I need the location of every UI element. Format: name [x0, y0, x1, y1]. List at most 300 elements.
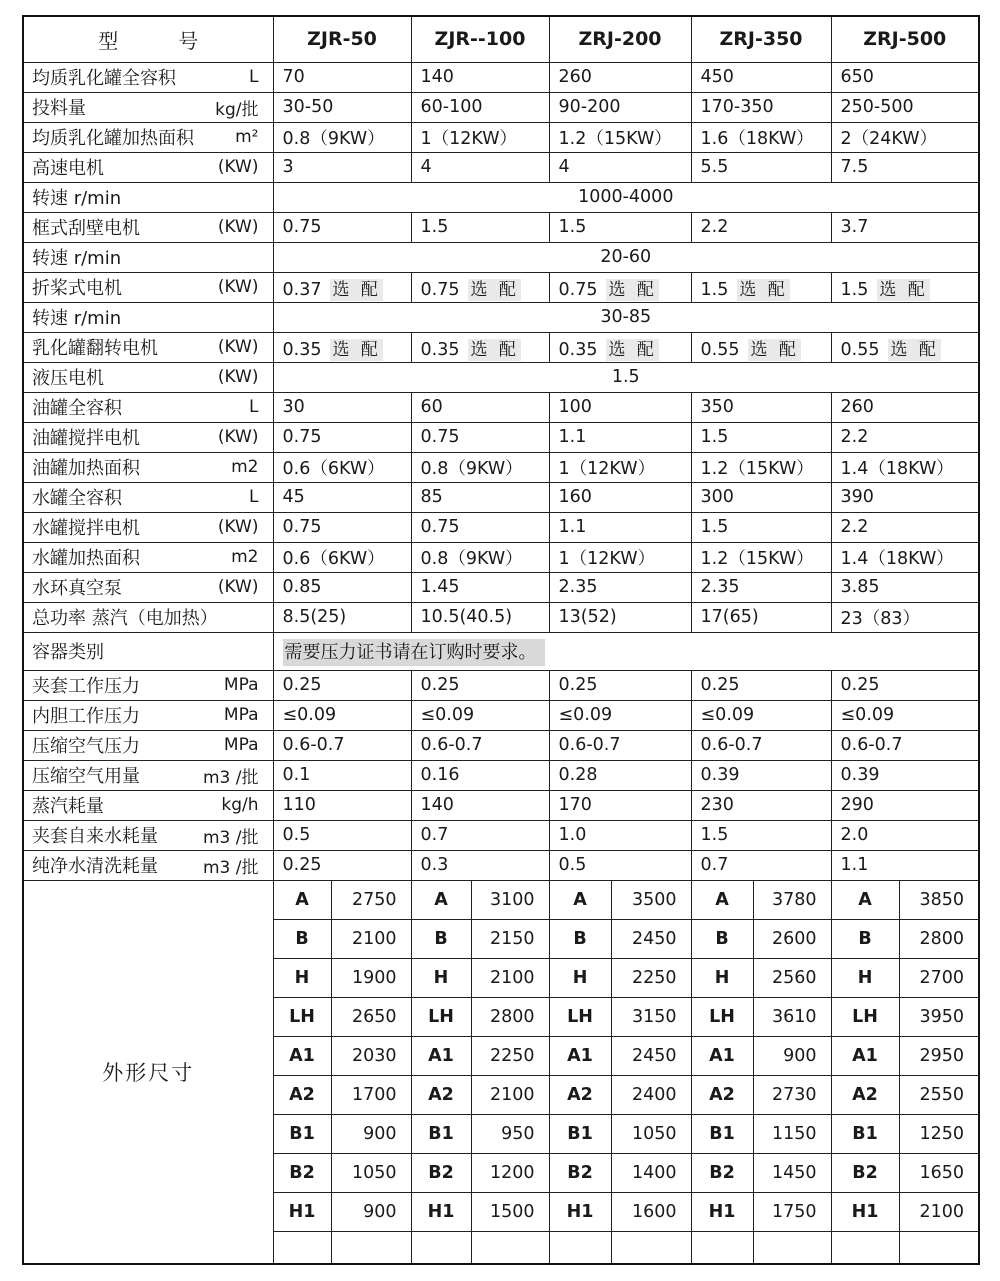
- empty-value-cell: [331, 1231, 411, 1264]
- row-label-wrap: [32, 124, 267, 150]
- spec-row: [23, 452, 979, 482]
- value-cell: [691, 332, 831, 362]
- value-cell: [831, 122, 979, 152]
- row-unit: m3 /批: [202, 827, 259, 848]
- cell-value: 0.75: [282, 427, 322, 447]
- cell-value: 1.6（18KW）: [700, 128, 814, 149]
- cell-value: 1（12KW）: [558, 548, 656, 569]
- dim-key-cell: B2: [691, 1153, 753, 1192]
- value-cell: [273, 850, 411, 880]
- cell-value: 0.39: [840, 765, 880, 785]
- dim-key-cell: B2: [411, 1153, 471, 1192]
- cell-value: 170: [558, 795, 592, 815]
- row-label-wrap: [32, 274, 267, 300]
- value-cell: [411, 790, 549, 820]
- cell-value: 3: [282, 157, 294, 177]
- dim-key-cell: H: [691, 958, 753, 997]
- spec-row: [23, 242, 979, 272]
- row-label: 水罐全容积: [32, 488, 122, 509]
- value-cell: [549, 152, 691, 182]
- row-label-wrap: [32, 154, 267, 180]
- row-unit: (KW): [217, 577, 259, 597]
- cell-value: 0.16: [420, 765, 460, 785]
- cell-value: 8.5(25): [282, 607, 347, 627]
- dim-value-cell: 2100: [471, 958, 549, 997]
- cell-value: 1.4（18KW）: [840, 458, 954, 479]
- value-cell: [273, 62, 411, 92]
- value-cell: [273, 422, 411, 452]
- header-row: [23, 16, 979, 62]
- value-cell: [273, 482, 411, 512]
- spec-row: [23, 332, 979, 362]
- row-label-wrap: [32, 424, 267, 450]
- spec-row: [23, 572, 979, 602]
- cell-value: 4: [420, 157, 432, 177]
- row-label-wrap: [32, 702, 267, 728]
- dim-value-cell: 3500: [611, 880, 691, 919]
- row-label-cell: [23, 302, 273, 332]
- value-cell: [549, 542, 691, 572]
- row-unit: (KW): [217, 427, 259, 447]
- row-label-cell: [23, 850, 273, 880]
- cell-value: 17(65): [700, 607, 759, 627]
- cell-value: 160: [558, 487, 592, 507]
- value-cell: [831, 760, 979, 790]
- row-label-wrap: [32, 604, 267, 630]
- row-label: 折桨式电机: [32, 278, 122, 299]
- dim-value-cell: 950: [471, 1114, 549, 1153]
- value-cell: [411, 760, 549, 790]
- dim-value-cell: 2100: [471, 1075, 549, 1114]
- dim-value-cell: 1600: [611, 1192, 691, 1231]
- row-unit: (KW): [217, 517, 259, 537]
- empty-key-cell: [831, 1231, 899, 1264]
- cell-value: 0.85: [282, 577, 322, 597]
- row-label-wrap: [32, 638, 267, 664]
- value-cell: [691, 452, 831, 482]
- empty-key-cell: [549, 1231, 611, 1264]
- dim-value-cell: 2100: [331, 919, 411, 958]
- value-cell: [691, 670, 831, 700]
- spec-table-head: [23, 16, 979, 62]
- row-unit: (KW): [217, 337, 259, 357]
- value-cell: [549, 602, 691, 632]
- dim-value-cell: 1900: [331, 958, 411, 997]
- optional-badge: 选 配: [332, 279, 381, 300]
- cell-value: 260: [840, 397, 874, 417]
- merged-value: 20-60: [600, 247, 652, 267]
- row-label-wrap: [32, 304, 267, 330]
- row-label-wrap: [32, 484, 267, 510]
- optional-badge: 选 配: [750, 339, 799, 360]
- dim-value-cell: 2030: [331, 1036, 411, 1075]
- dim-key-cell: LH: [411, 997, 471, 1036]
- row-label-cell: [23, 602, 273, 632]
- spec-row: [23, 700, 979, 730]
- value-cell: [831, 670, 979, 700]
- spec-row: [23, 92, 979, 122]
- dim-key-cell: H1: [273, 1192, 331, 1231]
- value-cell: [411, 850, 549, 880]
- cell-value: 390: [840, 487, 874, 507]
- value-cell: [831, 700, 979, 730]
- row-label: 蒸汽耗量: [32, 796, 104, 817]
- cell-value: 90-200: [558, 97, 621, 117]
- dim-value-cell: 2400: [611, 1075, 691, 1114]
- cell-value: 0.6-0.7: [282, 735, 345, 755]
- value-cell: [273, 452, 411, 482]
- row-unit: m3 /批: [202, 767, 259, 788]
- cell-value: 290: [840, 795, 874, 815]
- cell-value: 0.6-0.7: [700, 735, 763, 755]
- value-cell: [549, 670, 691, 700]
- optional-badge: 选 配: [879, 279, 928, 300]
- cell-value: 0.25: [282, 675, 322, 695]
- dimension-rows: [23, 880, 979, 1264]
- dim-key-cell: B2: [831, 1153, 899, 1192]
- row-label-cell: [23, 730, 273, 760]
- optional-badge: 选 配: [470, 339, 519, 360]
- row-label-cell: [23, 392, 273, 422]
- dim-value-cell: 2600: [753, 919, 831, 958]
- cell-value: 250-500: [840, 97, 914, 117]
- row-unit: L: [249, 487, 259, 507]
- cell-value: 0.28: [558, 765, 598, 785]
- dim-value-cell: 3100: [471, 880, 549, 919]
- spec-row: [23, 122, 979, 152]
- row-label-wrap: [32, 544, 267, 570]
- cell-value: 0.8（9KW）: [420, 458, 523, 479]
- cell-value: 13(52): [558, 607, 617, 627]
- cell-value: 350: [700, 397, 734, 417]
- row-label-wrap: [32, 184, 267, 210]
- row-label-cell: [23, 242, 273, 272]
- dim-key-cell: A1: [411, 1036, 471, 1075]
- row-unit: (KW): [217, 217, 259, 237]
- row-label: 转速 r/min: [32, 188, 122, 209]
- dim-value-cell: 2250: [611, 958, 691, 997]
- spec-row: [23, 182, 979, 212]
- value-cell: [411, 820, 549, 850]
- row-label-cell: [23, 272, 273, 302]
- row-label: 均质乳化罐加热面积: [32, 128, 194, 149]
- cell-value: 140: [420, 795, 454, 815]
- dim-key-cell: A1: [273, 1036, 331, 1075]
- row-label-cell: [23, 790, 273, 820]
- cell-value: 0.35: [282, 339, 322, 360]
- cell-value: 0.35: [420, 339, 460, 360]
- row-unit: kg/h: [221, 795, 259, 815]
- cell-value: 1.1: [840, 855, 869, 875]
- cell-value: 2.2: [700, 217, 729, 237]
- row-label-wrap: [32, 64, 267, 90]
- row-label-cell: [23, 332, 273, 362]
- spec-row: [23, 632, 979, 670]
- value-cell: [549, 572, 691, 602]
- cell-value: 0.6-0.7: [420, 735, 483, 755]
- cell-value: 60: [420, 397, 443, 417]
- dim-value-cell: 2150: [471, 919, 549, 958]
- merged-value: 需要压力证书请在订购时要求。: [283, 639, 545, 666]
- row-label-cell: [23, 62, 273, 92]
- row-label: 油罐全容积: [32, 398, 122, 419]
- cell-value: ≤0.09: [840, 705, 895, 725]
- cell-value: 1.4（18KW）: [840, 548, 954, 569]
- value-cell: [691, 122, 831, 152]
- value-cell: [831, 572, 979, 602]
- spec-row: [23, 482, 979, 512]
- value-cell: [273, 572, 411, 602]
- value-cell: [691, 92, 831, 122]
- cell-value: 0.75: [420, 279, 460, 300]
- dim-value-cell: 2700: [899, 958, 979, 997]
- spec-row: [23, 362, 979, 392]
- model-header-4: ZRJ-350: [691, 16, 831, 62]
- dim-value-cell: 3780: [753, 880, 831, 919]
- dim-key-cell: H: [411, 958, 471, 997]
- dim-key-cell: B: [411, 919, 471, 958]
- value-cell: [549, 332, 691, 362]
- merged-value: 1.5: [611, 367, 640, 387]
- dim-key-cell: A2: [831, 1075, 899, 1114]
- cell-value: 1.5: [558, 217, 587, 237]
- dim-value-cell: 1050: [611, 1114, 691, 1153]
- cell-value: 2.2: [840, 427, 869, 447]
- value-cell: [831, 790, 979, 820]
- dim-value-cell: 1250: [899, 1114, 979, 1153]
- cell-value: 0.5: [282, 825, 311, 845]
- spec-row: [23, 422, 979, 452]
- value-cell: [831, 850, 979, 880]
- merged-value-cell: [273, 362, 979, 392]
- row-label-cell: [23, 760, 273, 790]
- dim-key-cell: A2: [411, 1075, 471, 1114]
- empty-value-cell: [471, 1231, 549, 1264]
- dim-value-cell: 1150: [753, 1114, 831, 1153]
- value-cell: [831, 730, 979, 760]
- row-label-cell: [23, 632, 273, 670]
- spec-row: [23, 542, 979, 572]
- dim-value-cell: 1200: [471, 1153, 549, 1192]
- value-cell: [273, 760, 411, 790]
- spec-row: [23, 62, 979, 92]
- value-cell: [549, 92, 691, 122]
- dim-value-cell: 2950: [899, 1036, 979, 1075]
- value-cell: [273, 512, 411, 542]
- value-cell: [411, 392, 549, 422]
- row-label: 高速电机: [32, 158, 104, 179]
- value-cell: [411, 332, 549, 362]
- row-unit: (KW): [217, 277, 259, 297]
- value-cell: [549, 392, 691, 422]
- value-cell: [273, 272, 411, 302]
- value-cell: [549, 730, 691, 760]
- row-label-wrap: [32, 574, 267, 600]
- cell-value: 0.39: [700, 765, 740, 785]
- cell-value: 0.25: [282, 855, 322, 875]
- cell-value: 1.5: [700, 427, 729, 447]
- value-cell: [831, 152, 979, 182]
- dim-value-cell: 2650: [331, 997, 411, 1036]
- row-label-wrap: [32, 394, 267, 420]
- cell-value: 2.0: [840, 825, 869, 845]
- value-cell: [691, 542, 831, 572]
- value-cell: [691, 850, 831, 880]
- dim-key-cell: A: [691, 880, 753, 919]
- dim-key-cell: LH: [691, 997, 753, 1036]
- value-cell: [831, 542, 979, 572]
- cell-value: 1.45: [420, 577, 460, 597]
- dim-value-cell: 900: [331, 1192, 411, 1231]
- row-unit: (KW): [217, 367, 259, 387]
- dim-value-cell: 3850: [899, 880, 979, 919]
- cell-value: 1（12KW）: [420, 128, 518, 149]
- value-cell: [691, 790, 831, 820]
- dim-key-cell: B1: [411, 1114, 471, 1153]
- value-cell: [549, 700, 691, 730]
- value-cell: [831, 272, 979, 302]
- dim-key-cell: B: [273, 919, 331, 958]
- cell-value: 7.5: [840, 157, 869, 177]
- cell-value: 0.75: [282, 217, 322, 237]
- value-cell: [831, 512, 979, 542]
- dim-value-cell: 2250: [471, 1036, 549, 1075]
- value-cell: [549, 452, 691, 482]
- cell-value: 1（12KW）: [558, 458, 656, 479]
- cell-value: 0.37: [282, 279, 322, 300]
- dim-key-cell: H1: [831, 1192, 899, 1231]
- value-cell: [691, 272, 831, 302]
- dim-key-cell: B: [549, 919, 611, 958]
- dim-value-cell: 2800: [899, 919, 979, 958]
- value-cell: [549, 820, 691, 850]
- dimensions-label: 外形尺寸: [102, 1060, 195, 1085]
- row-label-cell: [23, 482, 273, 512]
- row-label: 油罐加热面积: [32, 458, 140, 479]
- cell-value: 30-50: [282, 97, 334, 117]
- spec-row: [23, 302, 979, 332]
- dim-value-cell: 1400: [611, 1153, 691, 1192]
- dim-key-cell: H: [831, 958, 899, 997]
- spec-row: [23, 730, 979, 760]
- row-label-wrap: [32, 244, 267, 270]
- dim-key-cell: B1: [273, 1114, 331, 1153]
- value-cell: [273, 602, 411, 632]
- row-label: 框式刮壁电机: [32, 218, 140, 239]
- row-label: 水环真空泵: [32, 578, 122, 599]
- row-label: 转速 r/min: [32, 308, 122, 329]
- value-cell: [411, 92, 549, 122]
- spec-rows: [23, 62, 979, 880]
- dim-value-cell: 1500: [471, 1192, 549, 1231]
- empty-key-cell: [691, 1231, 753, 1264]
- value-cell: [691, 392, 831, 422]
- row-unit: kg/批: [215, 99, 259, 120]
- dim-value-cell: 2450: [611, 919, 691, 958]
- empty-key-cell: [411, 1231, 471, 1264]
- dim-value-cell: 2450: [611, 1036, 691, 1075]
- value-cell: [411, 212, 549, 242]
- dim-value-cell: 1650: [899, 1153, 979, 1192]
- row-unit: m2: [231, 547, 259, 567]
- value-cell: [691, 572, 831, 602]
- value-cell: [691, 602, 831, 632]
- cell-value: 2.2: [840, 517, 869, 537]
- spec-row: [23, 760, 979, 790]
- cell-value: 0.35: [558, 339, 598, 360]
- dim-key-cell: B2: [273, 1153, 331, 1192]
- dim-key-cell: B: [831, 919, 899, 958]
- row-unit: (KW): [217, 157, 259, 177]
- value-cell: [273, 670, 411, 700]
- dim-value-cell: 3610: [753, 997, 831, 1036]
- dim-value-cell: 3950: [899, 997, 979, 1036]
- cell-value: 0.25: [558, 675, 598, 695]
- merged-value: 30-85: [600, 307, 652, 327]
- model-header-3: ZRJ-200: [549, 16, 691, 62]
- cell-value: 110: [282, 795, 316, 815]
- model-header-1: ZJR-50: [273, 16, 411, 62]
- value-cell: [411, 670, 549, 700]
- dim-key-cell: B2: [549, 1153, 611, 1192]
- row-label-cell: [23, 452, 273, 482]
- dim-key-cell: A1: [831, 1036, 899, 1075]
- row-label-wrap: [32, 732, 267, 758]
- cell-value: 0.75: [558, 279, 598, 300]
- value-cell: [831, 422, 979, 452]
- cell-value: 0.55: [700, 339, 740, 360]
- cell-value: 10.5(40.5): [420, 607, 513, 627]
- cell-value: 0.75: [282, 517, 322, 537]
- empty-value-cell: [899, 1231, 979, 1264]
- value-cell: [411, 422, 549, 452]
- value-cell: [411, 542, 549, 572]
- value-cell: [831, 452, 979, 482]
- row-label-cell: [23, 700, 273, 730]
- row-label-wrap: [32, 94, 267, 120]
- row-label-wrap: [32, 454, 267, 480]
- dim-key-cell: LH: [549, 997, 611, 1036]
- dim-value-cell: 900: [331, 1114, 411, 1153]
- value-cell: [273, 542, 411, 572]
- row-label: 压缩空气用量: [32, 766, 140, 787]
- value-cell: [831, 332, 979, 362]
- value-cell: [549, 422, 691, 452]
- model-header-5: ZRJ-500: [831, 16, 979, 62]
- spec-row: [23, 790, 979, 820]
- value-cell: [831, 820, 979, 850]
- cell-value: 1.0: [558, 825, 587, 845]
- cell-value: 1.5: [700, 825, 729, 845]
- cell-value: 3.7: [840, 217, 869, 237]
- value-cell: [549, 790, 691, 820]
- row-label: 液压电机: [32, 368, 104, 389]
- value-cell: [549, 760, 691, 790]
- cell-value: 0.3: [420, 855, 449, 875]
- row-label: 总功率 蒸汽（电加热）: [32, 608, 218, 629]
- spec-table: [22, 15, 980, 1265]
- cell-value: 1.1: [558, 517, 587, 537]
- value-cell: [691, 820, 831, 850]
- cell-value: 0.25: [700, 675, 740, 695]
- model-header-label: 型 号: [23, 16, 273, 62]
- cell-value: 0.6（6KW）: [282, 458, 385, 479]
- cell-value: 2（24KW）: [840, 128, 938, 149]
- row-label: 油罐搅拌电机: [32, 428, 140, 449]
- row-label-cell: [23, 542, 273, 572]
- cell-value: 1.5: [700, 517, 729, 537]
- cell-value: 2.35: [558, 577, 598, 597]
